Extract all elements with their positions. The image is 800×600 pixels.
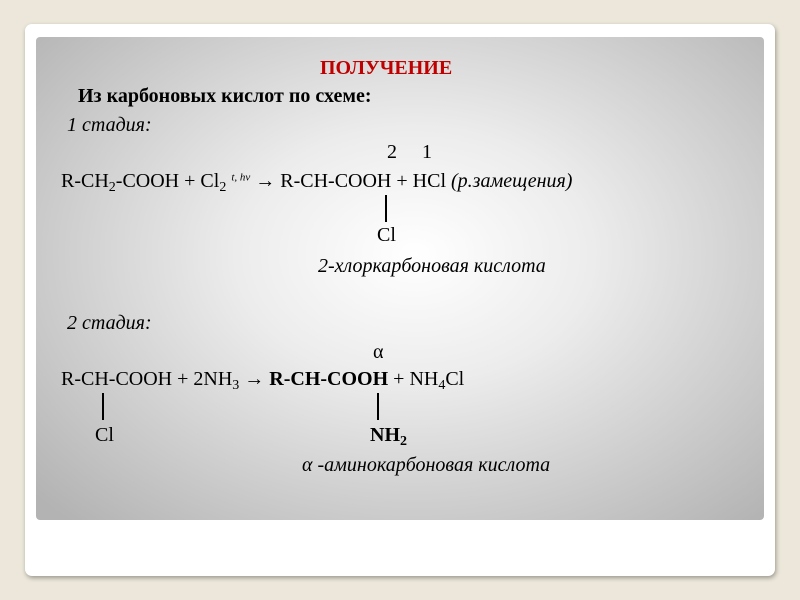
amino-substituent: $NH_2$ [370, 424, 407, 450]
bond-line [102, 393, 104, 420]
product-name-2: α -аминокарбоновая кислота [302, 454, 551, 476]
alpha-mark: α [373, 341, 384, 363]
slide-title: ПОЛУЧЕНИЕ [320, 57, 453, 79]
reaction-conditions: t, hν [231, 171, 251, 184]
stage-1-label: 1 стадия: [67, 114, 152, 136]
carbon-numbering: 2 1 [387, 141, 432, 163]
reaction-type-note: (р.замещения) [451, 170, 573, 192]
stage-2-label: 2 стадия: [67, 312, 152, 334]
bond-line [377, 393, 379, 420]
bond-line [385, 195, 387, 222]
chlorine-substituent: Cl [377, 224, 396, 246]
chlorine-substituent-reactant: Cl [95, 424, 114, 446]
stage-2-equation: R-CH-COOH + $2NH_3$ → R-CH-COOH + $NH_4Cl$ [61, 368, 465, 394]
product-name-1: 2-хлоркарбоновая кислота [318, 255, 546, 277]
stage-1-equation: $R-CH_2$-COOH + $Cl_2$ $^{t, h\nu}$ → R-CH-COOH + HCl (р.замещения) [61, 170, 573, 196]
intro-text: Из карбоновых кислот по схеме: [78, 85, 372, 107]
